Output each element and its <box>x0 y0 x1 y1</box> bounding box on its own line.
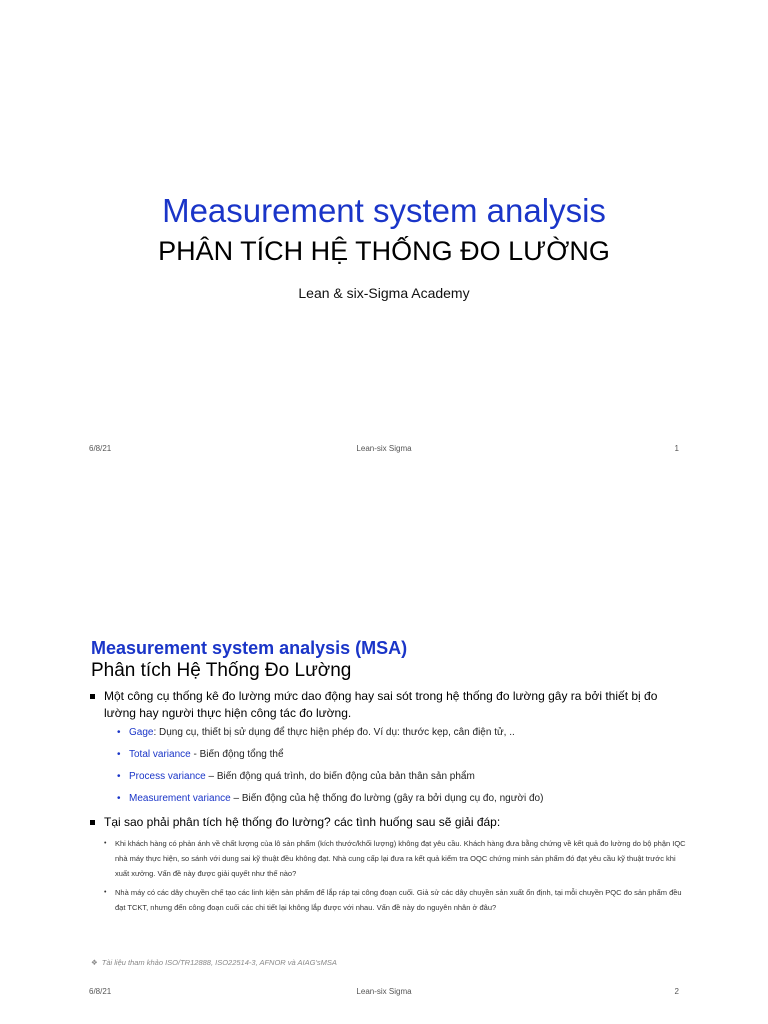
term-total-variance: Total variance <box>129 749 191 760</box>
case-item: • Khi khách hàng có phản ánh về chất lượng của lô sản phẩm (kích thước/khối lượng) không đạt yêu cầu. Khách hàng đưa bằng chứng về kết quả đo lường do bộ phận IQC nhà máy thực hiện, so sánh với dung sai kỹ thuật đều không đạt. Nhà cung cấp lại đưa ra kết quả kiểm tra OQC chứng minh sản phẩm đó đạt yêu cầu kỹ thuật trước khi xuất xưởng. Vấn đề này được giải quyết như thế nào? <box>88 836 688 881</box>
footer-page-number: 1 <box>674 444 679 453</box>
slide-1-title: Measurement system analysis <box>162 192 606 229</box>
diamond-bullet-icon: ❖ <box>91 958 98 967</box>
text-measurement-variance: – Biến động của hệ thống đo lường (gây ra bởi dụng cụ đo, người đo) <box>230 793 544 804</box>
case-item: • Nhà máy có các dây chuyền chế tạo các linh kiện sản phẩm để lắp ráp tại công đoạn cuối. Giả sử các dây chuyền sản xuất ổn định, tại mỗi chuyền PQC đo sản phẩm đều đạt TCKT, nhưng đến công đoạn cuối các chi tiết lại không lắp được với nhau. Vấn đề này do nguyên nhân ở đâu? <box>88 885 688 915</box>
footer-page-number: 2 <box>674 987 679 996</box>
subbullet-total-variance <box>88 748 688 761</box>
footer-center-text: Lean-six Sigma <box>356 444 412 453</box>
slide-2 <box>0 512 768 1024</box>
reference-note <box>91 958 337 967</box>
term-process-variance: Process variance <box>129 771 206 782</box>
text-gage: : Dụng cụ, thiết bị sử dụng để thực hiện phép đo. Ví dụ: thước kẹp, cân điện tử, .. <box>153 727 515 738</box>
term-gage: Gage <box>129 727 154 738</box>
subbullet-process-variance <box>88 770 688 783</box>
text-total-variance: - Biến động tổng thể <box>190 749 284 760</box>
footer-center-text: Lean-six Sigma <box>356 987 412 996</box>
subbullet-gage <box>88 726 688 739</box>
bullet-why-analyze: Tại sao phải phân tích hệ thống đo lường? các tình huống sau sẽ giải đáp: <box>88 814 688 831</box>
bullet-definition: Một công cụ thống kê đo lường mức dao động hay sai sót trong hệ thống đo lường gây ra bởi thiết bị đo lường hay người thực hiện công tác đo lường. <box>88 688 688 722</box>
term-measurement-variance: Measurement variance <box>129 793 231 804</box>
footer-date: 6/8/21 <box>89 987 112 996</box>
slide-1-subtitle: PHÂN TÍCH HỆ THỐNG ĐO LƯỜNG <box>158 236 610 266</box>
text-process-variance: – Biến động quá trình, do biến động của bản thân sản phẩm <box>205 771 475 782</box>
slide-2-subtitle: Phân tích Hệ Thống Đo Lường <box>91 660 352 681</box>
reference-text: Tài liệu tham khảo ISO/TR12888, ISO22514-3, AFNOR và AIAG'sMSA <box>101 958 337 967</box>
case-list <box>88 836 688 915</box>
slide-1-academy: Lean & six-Sigma Academy <box>298 285 470 301</box>
footer-date: 6/8/21 <box>89 444 112 453</box>
definition-subbullets <box>88 726 688 805</box>
subbullet-measurement-variance <box>88 792 688 805</box>
slide-2-content <box>88 688 688 919</box>
slide-2-title: Measurement system analysis (MSA) <box>91 638 408 658</box>
